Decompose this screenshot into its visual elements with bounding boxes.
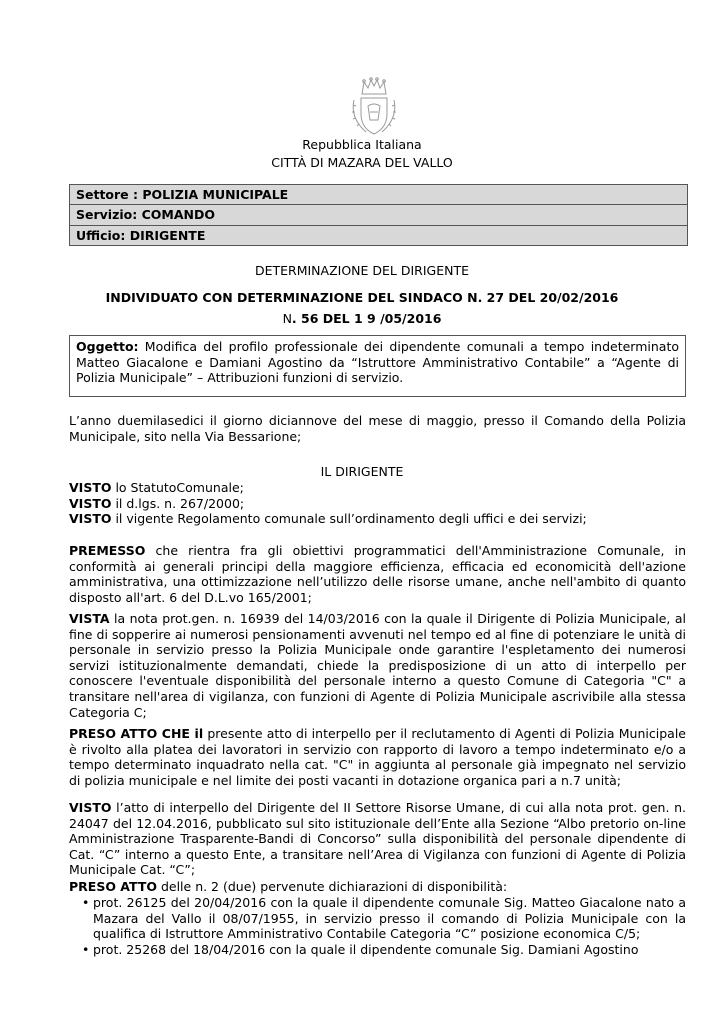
visto-label: VISTO	[69, 511, 112, 527]
preso-atto-che-label: PRESO ATTO CHE il	[69, 726, 204, 741]
heading-dirigente: IL DIRIGENTE	[320, 464, 404, 479]
determination-appointed: INDIVIDUATO CON DETERMINAZIONE DEL SINDACO N. 27 DEL 20/02/2016	[105, 290, 619, 305]
visto-item	[69, 511, 686, 527]
settore-row: Settore : POLIZIA MUNICIPALE	[70, 185, 687, 205]
premesso-text: che rientra fra gli obiettivi programmatici dell'Amministrazione Comunale, in conformità ai generali principi della maggiore efficienza, efficacia ed economicità dell'azione amministrativa, una ottimizzazione nell’utilizzo delle risorse umane, anche nell'ambito di quanto disposto all'art. 6 del D.L.vo 165/2001;	[69, 543, 686, 605]
disponibilita-list	[69, 895, 686, 957]
visto-text: il d.lgs. n. 267/2000;	[111, 495, 245, 511]
preso-atto-label: PRESO ATTO	[69, 879, 157, 894]
subject-text: Modifica del profilo professionale dei dipendente comunali a tempo indeterminato Matteo Giacalone e Damiani Agostino da “Istruttore Amministrativo Contabile” a “Agente di Polizia Municipale” – Attribuzioni funzioni di servizio.	[76, 339, 679, 386]
header-city: CITTÀ DI MAZARA DEL VALLO	[271, 155, 453, 170]
bullet-icon: •	[82, 895, 90, 910]
preso-atto-text: delle n. 2 (due) pervenute dichiarazioni di disponibilità:	[156, 879, 508, 894]
subject-box	[69, 335, 686, 397]
visto-interpello-text: l’atto di interpello del Dirigente del II Settore Risorse Umane, di cui alla nota prot. gen. n. 24047 del 12.04.2016, pubblicato sul sito istituzionale dell’Ente alla Sezione “Albo pretorio on-line Amministrazione Trasparente-Bandi di Concorso” sulla disponibilità del personale dipendente di Cat. “C” interno a questo Ente, a transitare nell’Area di Vigilanza con funzioni di Agente di Polizia Municipale Cat. “C”;	[69, 800, 686, 878]
premesso-paragraph	[69, 543, 686, 605]
visto-item	[69, 480, 686, 496]
vista-text: la nota prot.gen. n. 16939 del 14/03/2016 con la quale il Dirigente di Polizia Municipale, al fine di sopperire ai numerosi pensionamenti avvenuti nel tempo ed al fine di potenziare le unità di personale in servizio presso la Polizia Municipale onde garantire l'espletamento dei numerosi servizi istituzionalmente demandati, chiede la predisposizione di un atto di interpello per conoscere l'eventuale disponibilità del personale interno a questo Comune di Categoria "C" a transitare nell'area di vigilanza, con funzioni di Agente di Polizia Municipale ascrivibile alla stessa Categoria C;	[69, 611, 686, 720]
vista-label: VISTA	[69, 611, 110, 626]
visto-text: il vigente Regolamento comunale sull’ordinamento degli uffici e dei servizi;	[111, 511, 587, 527]
preso-atto-che-paragraph	[69, 726, 686, 788]
coat-of-arms-emblem	[344, 76, 404, 138]
visto-label: VISTO	[69, 480, 112, 495]
determination-number-value: . 56 DEL 1 9 /05/2016	[291, 311, 442, 326]
premesso-label: PREMESSO	[69, 543, 146, 558]
preso-atto-che-text: presente atto di interpello per il reclutamento di Agenti di Polizia Municipale è rivolto alla platea dei lavoratori in servizio con rapporto di lavoro a tempo indeterminato e/o a tempo determinato inquadrato nella cat. "C" in aggiunta al personale già impegnato nel servizio di polizia municipale e nel limite dei posti vacanti in dotazione organica pari a n.7 unità;	[69, 726, 686, 788]
list-item-text: prot. 25268 del 18/04/2016 con la quale il dipendente comunale Sig. Damiani Agostino	[93, 941, 639, 957]
visto-interpello-label: VISTO	[69, 800, 112, 815]
bullet-icon: •	[82, 941, 90, 957]
subject-label: Oggetto:	[76, 339, 139, 354]
list-item-text: prot. 26125 del 20/04/2016 con la quale il dipendente comunale Sig. Matteo Giacalone nato a Mazara del Vallo il 08/07/1955, in servizio presso il comando di Polizia Municipale con la qualifica di Istruttore Amministrativo Contabile Categoria “C” posizione economica C/5;	[93, 895, 686, 942]
visti-list	[69, 480, 686, 527]
preso-atto-paragraph	[69, 879, 686, 895]
visto-item	[69, 496, 686, 512]
determination-number	[0, 311, 724, 327]
office-info-box	[69, 184, 688, 246]
list-item	[69, 895, 686, 942]
ufficio-row: Ufficio: DIRIGENTE	[76, 227, 206, 243]
vista-paragraph	[69, 611, 686, 720]
visto-interpello-paragraph	[69, 800, 686, 878]
list-item	[69, 942, 686, 958]
determination-number-prefix: N	[282, 311, 292, 326]
determination-title: DETERMINAZIONE DEL DIRIGENTE	[254, 263, 470, 278]
visto-text: lo StatutoComunale;	[111, 480, 244, 495]
header-country: Repubblica Italiana	[302, 137, 422, 152]
servizio-row: Servizio: COMANDO	[70, 205, 687, 225]
visto-label: VISTO	[69, 495, 112, 511]
intro-paragraph: L’anno duemilasedici il giorno diciannove del mese di maggio, presso il Comando della Polizia Municipale, sito nella Via Bessarione;	[69, 413, 686, 444]
